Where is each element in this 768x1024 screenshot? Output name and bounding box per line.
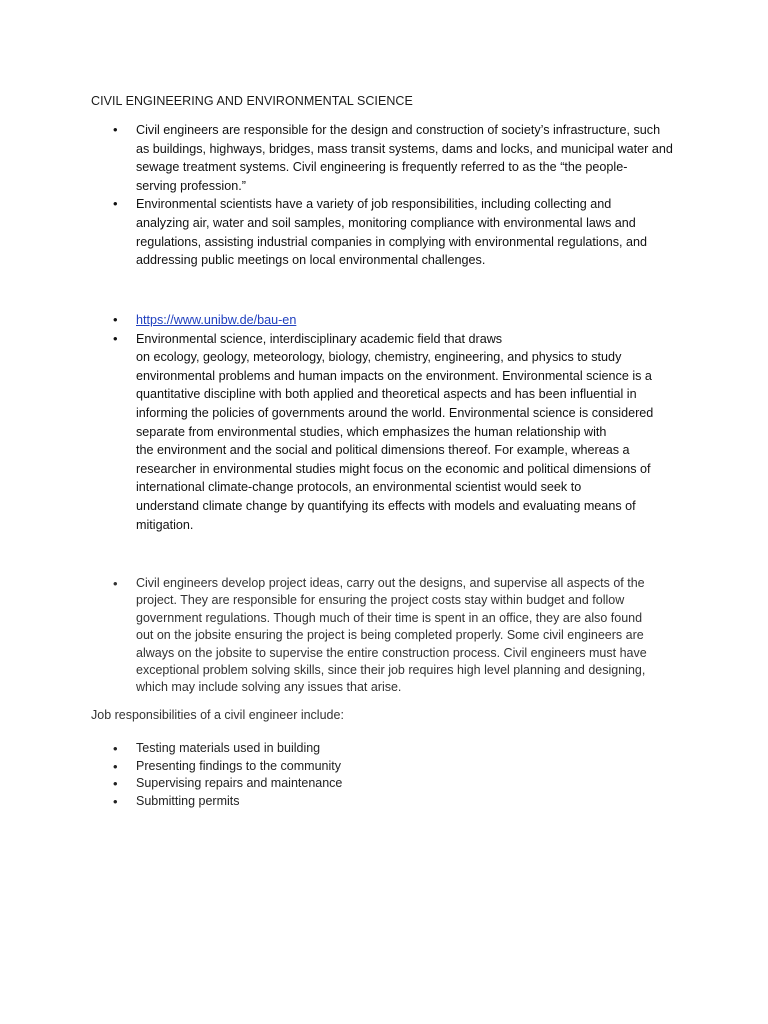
text-line: sewage treatment systems. Civil engineering is frequently referred to as the “the people- [136,160,628,175]
text-line: as buildings, highways, bridges, mass transit systems, dams and locks, and municipal water and [136,141,673,156]
bullet-icon: • [113,312,118,327]
text-line: Presenting findings to the community [136,758,341,773]
text-line: international climate-change protocols, an environmental scientist would seek to [136,480,582,495]
text-line: addressing public meetings on local environmental challenges. [136,253,486,268]
bullet-icon: • [113,196,118,212]
list-item [0,575,768,697]
text-line: Civil engineers develop project ideas, carry out the designs, and supervise all aspects of the [136,576,645,590]
text-line: Environmental scientists have a variety of job responsibilities, including collecting and [136,197,612,212]
section-civil-engineers [0,575,768,697]
text-line: informing the policies of governments around the world. Environmental science is considered [136,405,654,420]
text-line: project. They are responsible for ensuring the project costs stay within budget and follow [136,593,625,608]
list-item [0,121,768,195]
text-line: on ecology, geology, meteorology, biology, chemistry, engineering, and physics to study [136,350,622,365]
text-line: mitigation. [136,517,194,532]
text-line: analyzing air, water and soil samples, monitoring compliance with environmental laws and [136,215,636,230]
text-line: out on the jobsite ensuring the project is being completed properly. Some civil engineers are [136,628,644,643]
bullet-icon: • [113,330,118,346]
bullet-icon: • [113,758,118,774]
text-line: Supervising repairs and maintenance [136,776,343,790]
text-line: separate from environmental studies, which emphasizes the human relationship with [136,424,607,439]
list-item [0,775,768,793]
section-intro [0,121,768,270]
text-line: Testing materials used in building [136,741,321,755]
text-line: understand climate change by quantifying its effects with models and evaluating means of [136,498,636,513]
text-line: which may include solving any issues that arise. [136,680,402,695]
list-item [0,758,768,776]
list-item [0,740,768,758]
list-item [0,330,768,535]
text-line: Civil engineers are responsible for the design and construction of society’s infrastructure, such [136,123,661,137]
responsibilities-heading: Job responsibilities of a civil engineer include: [91,708,344,722]
text-line: serving profession.” [136,178,246,193]
bullet-icon: • [113,576,118,591]
text-line: Environmental science, interdisciplinary academic field that draws [136,331,503,346]
text-line: environmental problems and human impacts on the environment. Environmental science is a [136,368,652,383]
list-item [0,793,768,811]
text-line: Submitting permits [136,793,240,808]
text-line: the environment and the social and political dimensions thereof. For example, whereas a [136,443,630,458]
text-line: quantitative discipline with both applied and theoretical aspects and has been influential in [136,387,637,402]
text-line: always on the jobsite to supervise the entire construction process. Civil engineers must have [136,645,647,660]
section-environmental-science [0,311,768,534]
text-line: exceptional problem solving skills, since their job requires high level planning and designing, [136,663,646,678]
bullet-icon: • [113,776,118,791]
bullet-icon: • [113,741,118,756]
list-item-link [0,311,768,330]
responsibilities-list [0,740,768,810]
text-line: government regulations. Though much of their time is spent in an office, they are also found [136,610,643,625]
text-line: researcher in environmental studies might focus on the economic and political dimensions of [136,461,651,476]
bullet-icon: • [113,793,118,809]
list-item [0,195,768,269]
text-line: regulations, assisting industrial companies in complying with environmental regulations, and [136,234,648,249]
document-title: CIVIL ENGINEERING AND ENVIRONMENTAL SCIENCE [91,94,413,108]
bullet-icon: • [113,122,118,137]
source-link[interactable]: https://www.unibw.de/bau-en [136,313,297,327]
